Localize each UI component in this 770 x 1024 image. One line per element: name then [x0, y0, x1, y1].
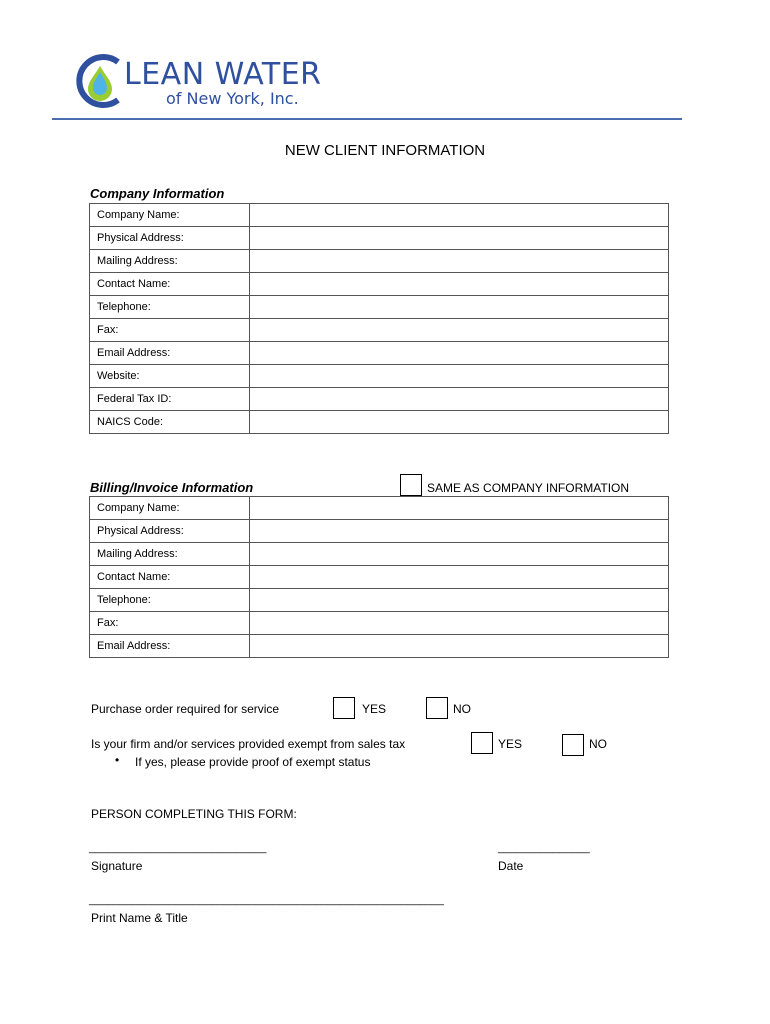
po-required-question: Purchase order required for service: [91, 702, 280, 716]
billing-row: [90, 543, 669, 566]
company-field-label: Physical Address:: [90, 227, 250, 250]
tax-exempt-note: If yes, please provide proof of exempt status: [135, 755, 371, 769]
print-name-label: Print Name & Title: [91, 911, 188, 925]
company-field-label: Contact Name:: [90, 273, 250, 296]
billing-field-input[interactable]: [250, 612, 669, 635]
company-info-table: [89, 203, 669, 434]
signature-label: Signature: [91, 859, 143, 873]
date-label: Date: [498, 859, 524, 873]
company-field-input[interactable]: [250, 227, 669, 250]
billing-field-label: Email Address:: [90, 635, 250, 658]
billing-field-input[interactable]: [250, 520, 669, 543]
company-row: [90, 319, 669, 342]
billing-field-label: Fax:: [90, 612, 250, 635]
billing-field-label: Company Name:: [90, 497, 250, 520]
billing-field-label: Contact Name:: [90, 566, 250, 589]
billing-info-table: [89, 496, 669, 658]
same-as-company-checkbox[interactable]: [400, 474, 422, 496]
company-field-label: Mailing Address:: [90, 250, 250, 273]
billing-row: [90, 566, 669, 589]
company-field-input[interactable]: [250, 296, 669, 319]
billing-row: [90, 520, 669, 543]
billing-row: [90, 635, 669, 658]
billing-field-label: Mailing Address:: [90, 543, 250, 566]
company-row: [90, 411, 669, 434]
billing-field-input[interactable]: [250, 497, 669, 520]
billing-field-input[interactable]: [250, 589, 669, 612]
company-field-input[interactable]: [250, 411, 669, 434]
company-row: [90, 388, 669, 411]
clean-water-logo-icon: [74, 52, 130, 110]
date-line[interactable]: _______________: [498, 842, 590, 854]
company-row: [90, 204, 669, 227]
billing-field-input[interactable]: [250, 543, 669, 566]
tax-exempt-yes-label: YES: [498, 737, 523, 751]
company-field-input[interactable]: [250, 273, 669, 296]
company-row: [90, 273, 669, 296]
company-field-label: Federal Tax ID:: [90, 388, 250, 411]
company-field-input[interactable]: [250, 365, 669, 388]
company-field-input[interactable]: [250, 250, 669, 273]
tax-exempt-no-label: NO: [589, 737, 607, 751]
bullet-icon: •: [115, 753, 120, 767]
billing-row: [90, 612, 669, 635]
company-field-input[interactable]: [250, 319, 669, 342]
company-row: [90, 227, 669, 250]
tax-exempt-question: Is your firm and/or services provided exempt from sales tax: [91, 737, 406, 751]
billing-section-heading: Billing/Invoice Information: [90, 480, 254, 495]
company-field-label: NAICS Code:: [90, 411, 250, 434]
company-field-label: Fax:: [90, 319, 250, 342]
signature-line[interactable]: _____________________________: [89, 842, 267, 854]
company-field-input[interactable]: [250, 342, 669, 365]
company-logo: [74, 52, 354, 112]
po-no-label: NO: [453, 702, 471, 716]
company-field-label: Company Name:: [90, 204, 250, 227]
page-title: NEW CLIENT INFORMATION: [284, 142, 486, 159]
company-field-input[interactable]: [250, 388, 669, 411]
same-as-company-label: SAME AS COMPANY INFORMATION: [427, 481, 630, 495]
company-row: [90, 365, 669, 388]
po-yes-label: YES: [362, 702, 387, 716]
billing-field-input[interactable]: [250, 566, 669, 589]
tax-exempt-yes-checkbox[interactable]: [471, 732, 493, 754]
print-name-line[interactable]: __________________________________________________________: [89, 894, 444, 906]
company-row: [90, 250, 669, 273]
company-field-input[interactable]: [250, 204, 669, 227]
company-section-heading: Company Information: [90, 186, 225, 201]
billing-field-label: Physical Address:: [90, 520, 250, 543]
billing-field-label: Telephone:: [90, 589, 250, 612]
billing-row: [90, 497, 669, 520]
person-completing-heading: PERSON COMPLETING THIS FORM:: [91, 807, 297, 821]
tax-exempt-no-checkbox[interactable]: [562, 734, 584, 756]
company-field-label: Website:: [90, 365, 250, 388]
billing-row: [90, 589, 669, 612]
billing-field-input[interactable]: [250, 635, 669, 658]
po-yes-checkbox[interactable]: [333, 697, 355, 719]
company-field-label: Telephone:: [90, 296, 250, 319]
logo-wordmark: LEAN WATER: [124, 57, 322, 92]
header-divider: [52, 118, 682, 120]
company-row: [90, 296, 669, 319]
company-field-label: Email Address:: [90, 342, 250, 365]
company-row: [90, 342, 669, 365]
logo-subtitle: of New York, Inc.: [166, 89, 299, 108]
po-no-checkbox[interactable]: [426, 697, 448, 719]
